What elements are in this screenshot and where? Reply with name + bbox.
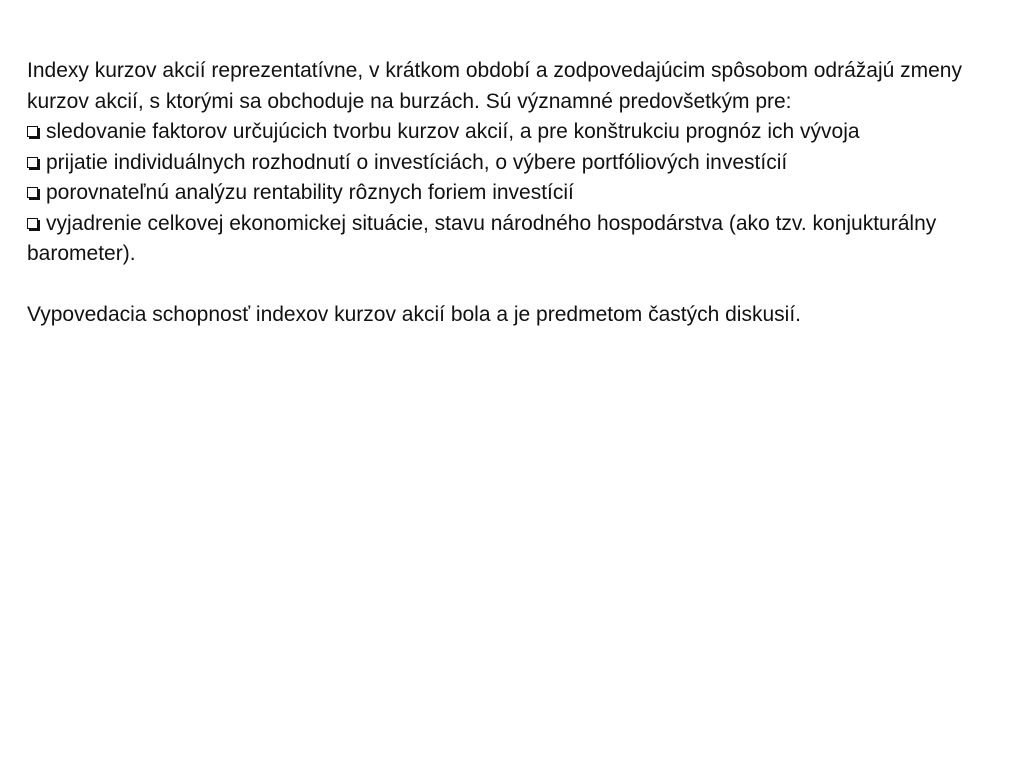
paragraph-spacer <box>27 270 987 301</box>
bullet-text: porovnateľnú analýzu rentability rôznych foriem investícií <box>46 181 574 204</box>
bullet-item <box>27 178 987 209</box>
bullet-text: sledovanie faktorov určujúcich tvorbu kurzov akcií, a pre konštrukciu prognóz ich vývoja <box>46 120 860 143</box>
closing-paragraph: Vypovedacia schopnosť indexov kurzov akcií bola a je predmetom častých diskusií. <box>27 303 801 326</box>
bullet-text: vyjadrenie celkovej ekonomickej situácie, stavu národného hospodárstva (ako tzv. konjukturálny barometer). <box>27 211 937 265</box>
checkbox-icon <box>27 126 38 137</box>
slide-content <box>27 56 987 331</box>
bullet-item <box>27 148 987 179</box>
bullet-item <box>27 117 987 148</box>
checkbox-icon <box>27 218 38 229</box>
checkbox-icon <box>27 187 38 198</box>
bullet-item <box>27 209 987 270</box>
bullet-text: prijatie individuálnych rozhodnutí o investíciách, o výbere portfóliových investícií <box>46 150 788 174</box>
bullet-list <box>27 117 987 270</box>
intro-paragraph: Indexy kurzov akcií reprezentatívne, v krátkom období a zodpovedajúcim spôsobom odrážajú zmeny kurzov akcií, s ktorými sa obchoduje na burzách. Sú významné predovšetkým pre: <box>27 59 962 113</box>
checkbox-icon <box>27 157 38 168</box>
